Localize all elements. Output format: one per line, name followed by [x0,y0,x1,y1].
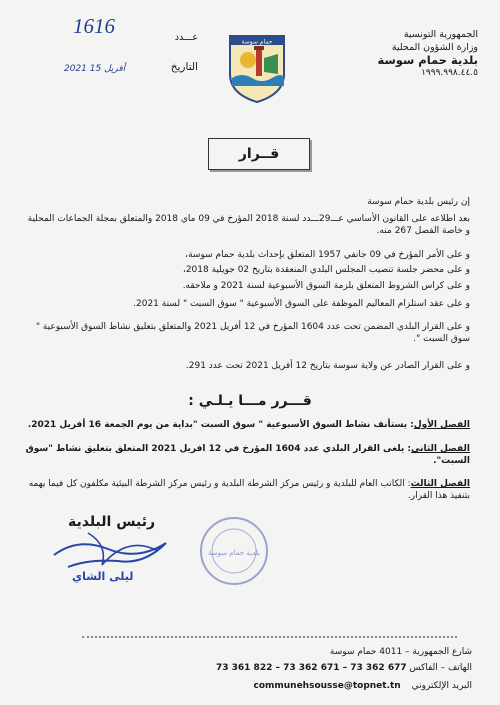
email-label: البريد الإلكتروني [411,681,472,691]
article-1 [25,420,470,432]
official-stamp-icon [198,515,270,587]
municipal-coat-of-arms-icon [228,28,286,104]
preamble-paragraph-7: و على القرار الصادر عن ولاية سوسة بتاريخ 12 أفريل 2021 تحت عدد 291. [185,361,470,371]
document-title: قــرار [208,138,310,170]
document-number: 1616 [73,14,115,38]
article-2 [25,444,470,467]
article-2-label: الفصل الثاني [411,444,470,454]
ministry-line: وزارة الشؤون المحلية [391,42,478,53]
preamble-paragraph-1: بعد اطلاعه على القانون الأساسي عـــ29ـــدد لسنة 2018 المؤرخ في 09 ماي 2018 والمتعلق بمجلة الجماعات المحلية و خاصة الفصل 267 منه. [27,214,470,236]
phone-numbers: 73 361 822 – 73 362 671 – 73 362 677 [215,663,407,673]
footer-email [32,680,472,693]
municipality-line: بلدية حمام سوسة [377,53,478,67]
signatory-name: ليلى الشاي [72,570,134,583]
header-admin-block [328,28,478,80]
number-label: عـــدد [174,32,198,43]
signatory-title: رئيس البلدية [68,514,156,530]
footer-divider [82,636,457,638]
fax-label: الفاكس [409,663,438,673]
preamble-intro: إن رئيس بلدية حمام سوسة [367,197,470,207]
reference-code: ١٩٩٩.٩٩٨.٤٤.٥ [421,68,478,78]
stamp-text: بلدية حمام سوسة [207,549,261,557]
preamble-paragraph-5: و على عقد استلزام المعاليم الموظفة على السوق الأسبوعية " سوق السبت " لسنة 2021. [133,299,470,309]
footer-address: شارع الجمهورية – 4011 حمام سوسة [329,647,472,657]
email-address[interactable]: communehsousse@topnet.tn [253,681,401,691]
article-1-label: الفصل الأول [413,420,470,430]
preamble-paragraph-6: و على القرار البلدي المضمن تحت عدد 1604 المؤرخ في 12 أفريل 2021 والمتعلق بتعليق نشاط السوق الأسبوعية " سوق السبت ". [35,322,470,344]
preamble-paragraph-2: و على الأمر المؤرخ في 09 جانفي 1957 المتعلق بإحداث بلدية حمام سوسة، [185,250,470,260]
article-1-text: : يستأنف نشاط السوق الأسبوعية " سوق السبت "بداية من يوم الجمعة 16 أفريل 2021. [27,420,414,430]
phone-label: الهاتف [448,663,472,673]
article-2-text: : يلغى القرار البلدي عدد 1604 المؤرخ في 12 افريل 2021 المتعلق بتعليق نشاط "سوق السبت". [25,444,470,466]
decision-heading: قـــرر مـــا يـلـي : [188,393,312,409]
date-label: التاريخ [170,61,198,73]
header-reference-block [38,14,198,84]
republic-line: الجمهورية التونسية [403,29,478,40]
preamble-paragraph-4: و على كراس الشروط المتعلق بلزمة السوق الأسبوعية لسنة 2021 و ملاحقه. [182,281,470,291]
document-date: 2021 أفريل 15 [64,64,126,74]
article-3-label: الفصل الثالث [410,479,470,489]
article-3-text: : الكاتب العام للبلدية و رئيس مركز الشرطة البلدية و رئيس مركز الشرطة البيئية مكلفون كل فيما يهمه بتنفيذ هذا القرار. [28,479,470,501]
footer-contact: الهاتف – الفاكس 73 361 822 – 73 362 671 – 73 362 677 [215,663,472,673]
preamble-paragraph-3: و على محضر جلسة تنصيب المجلس البلدي المنعقدة بتاريخ 02 جويلية 2018، [182,265,470,275]
article-3 [25,479,470,502]
logo-banner-text: حمام سوسة [241,38,273,46]
